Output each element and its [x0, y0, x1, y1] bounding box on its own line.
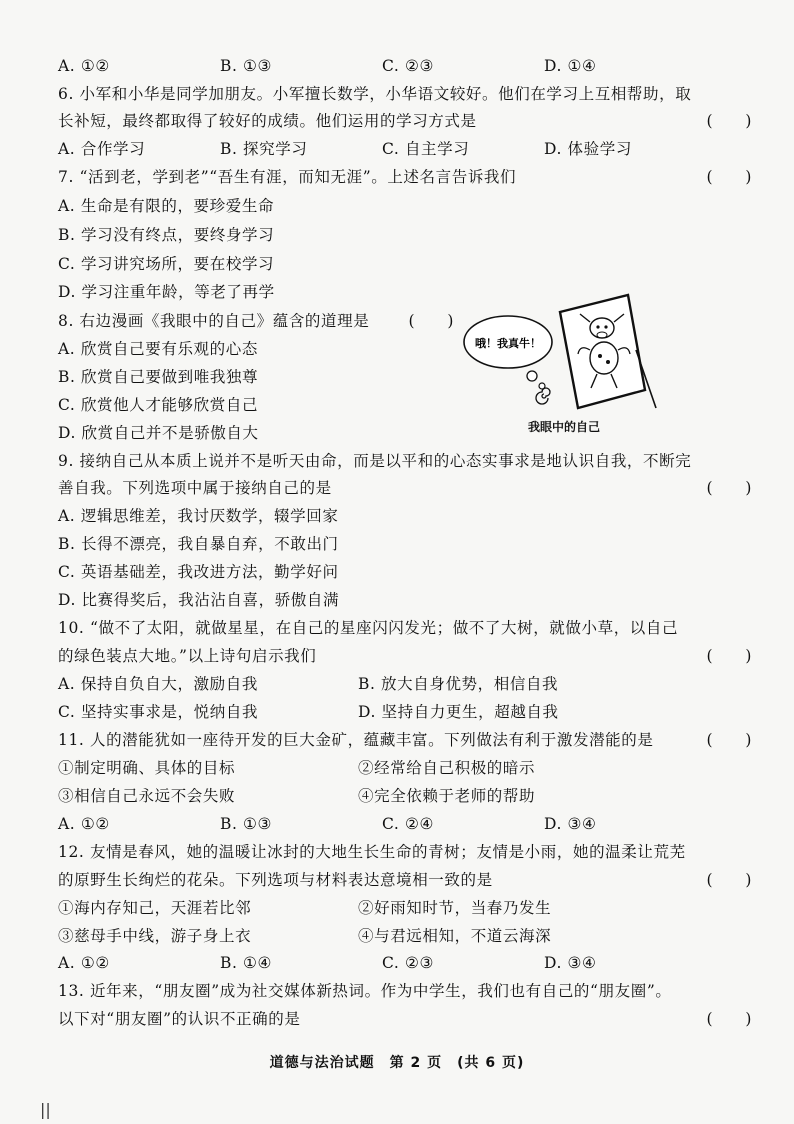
q11-option-c: C. ②④ — [382, 815, 434, 833]
q9-option-c: C. 英语基础差，我改进方法，勤学好问 — [58, 563, 339, 581]
q8-option-d: D. 欣赏自己并不是骄傲自大 — [58, 424, 259, 442]
page-footer: 道德与法治试题 第 2 页 (共 6 页) — [269, 1055, 525, 1071]
q10-options-row1 — [58, 674, 752, 694]
q12-answer-paren: ( ) — [706, 871, 752, 889]
q13-stem-line1: 13. 近年来，“朋友圈”成为社交媒体新热词。作为中学生，我们也有自己的“朋友圈”。 — [58, 982, 672, 1000]
q8-stem-line1 — [58, 311, 454, 331]
q6-option-d: D. 体验学习 — [544, 140, 632, 158]
q11-item-3: ③相信自己永远不会失败 — [58, 787, 236, 805]
q7-stem-line1 — [58, 167, 752, 187]
q9-option-d: D. 比赛得奖后，我沾沾自喜，骄傲自满 — [58, 591, 340, 609]
q11-option-d: D. ③④ — [544, 815, 597, 833]
q7-option-c: C. 学习讲究场所，要在校学习 — [58, 255, 275, 273]
q10-stem-line2 — [58, 646, 752, 666]
q9-answer-paren: ( ) — [706, 479, 752, 497]
q6-stem-text: 长补短，最终都取得了较好的成绩。他们运用的学习方式是 — [58, 112, 477, 130]
q9-stem-text: 善自我。下列选项中属于接纳自己的是 — [58, 479, 332, 497]
q6-option-c: C. 自主学习 — [382, 140, 470, 158]
q11-item-2: ②经常给自己积极的暗示 — [358, 759, 536, 777]
q10-stem-line1: 10. “做不了太阳，就做星星，在自己的星座闪闪发光；做不了大树，就做小草，以自己 — [58, 619, 679, 637]
q8-answer-paren: ( ) — [408, 312, 454, 330]
q7-option-d: D. 学习注重年龄，等老了再学 — [58, 283, 275, 301]
q13-answer-paren: ( ) — [706, 1010, 752, 1028]
q10-option-d: D. 坚持自力更生，超越自我 — [358, 703, 559, 721]
q12-item-4: ④与君远相知，不道云海深 — [358, 927, 552, 945]
q11-item-4: ④完全依赖于老师的帮助 — [358, 787, 536, 805]
q8-comic-caption: 我眼中的自己 — [528, 420, 601, 434]
q10-options-row2 — [58, 702, 752, 722]
q12-option-b: B. ①④ — [220, 954, 273, 972]
q9-stem-line1: 9. 接纳自己从本质上说并不是听天由命，而是以平和的心态实事求是地认识自我，不断完 — [58, 452, 692, 470]
q12-options — [58, 953, 752, 973]
q12-stem-text: 的原野生长绚烂的花朵。下列选项与材料表达意境相一致的是 — [58, 871, 493, 889]
q6-stem-line1: 6. 小军和小华是同学加朋友。小军擅长数学，小华语文较好。他们在学习上互相帮助，取 — [58, 85, 692, 103]
q12-stem-line1: 12. 友情是春风，她的温暖让冰封的大地生长生命的青树；友情是小雨，她的温柔让荒芜 — [58, 843, 686, 861]
q10-option-a: A. 保持自负自大，激励自我 — [58, 675, 258, 693]
q12-stem-line2 — [58, 870, 752, 890]
q10-option-b: B. 放大自身优势，相信自我 — [358, 675, 559, 693]
q9-option-b: B. 长得不漂亮，我自暴自弃，不敢出门 — [58, 535, 339, 553]
q12-items-row2 — [58, 926, 752, 946]
q6-option-a: A. 合作学习 — [58, 140, 146, 158]
q5-option-c: C. ②③ — [382, 57, 434, 75]
comic-bubble-text: 哦！我真牛！ — [475, 337, 541, 350]
q11-options — [58, 814, 752, 834]
q13-stem-line2 — [58, 1009, 752, 1029]
q8-option-b: B. 欣赏自己要做到唯我独尊 — [58, 368, 259, 386]
q10-option-c: C. 坚持实事求是，悦纳自我 — [58, 703, 259, 721]
q7-answer-paren: ( ) — [706, 168, 752, 186]
q7-option-b: B. 学习没有终点，要终身学习 — [58, 226, 275, 244]
q11-option-b: B. ①③ — [220, 815, 273, 833]
q12-item-1: ①海内存知己，天涯若比邻 — [58, 899, 252, 917]
q5-option-d: D. ①④ — [544, 57, 597, 75]
q8-stem-text: 8. 右边漫画《我眼中的自己》蕴含的道理是 — [58, 312, 370, 330]
q12-items-row1 — [58, 898, 752, 918]
q11-item-1: ①制定明确、具体的目标 — [58, 759, 236, 777]
q5-option-a: A. ①② — [58, 57, 110, 75]
q5-options — [58, 56, 752, 76]
q6-options — [58, 139, 752, 159]
q11-answer-paren: ( ) — [706, 731, 752, 749]
q12-option-a: A. ①② — [58, 954, 110, 972]
q7-option-a: A. 生命是有限的，要珍爱生命 — [58, 197, 275, 215]
q12-item-2: ②好雨知时节，当春乃发生 — [358, 899, 552, 917]
q12-option-c: C. ②③ — [382, 954, 434, 972]
q12-item-3: ③慈母手中线，游子身上衣 — [58, 927, 252, 945]
q8-option-c: C. 欣赏他人才能够欣赏自己 — [58, 396, 259, 414]
q9-stem-line2 — [58, 478, 752, 498]
q10-stem-text: 的绿色装点大地。”以上诗句启示我们 — [58, 647, 317, 665]
q5-option-b: B. ①③ — [220, 57, 273, 75]
q6-answer-paren: ( ) — [706, 112, 752, 130]
q8-option-a: A. 欣赏自己要有乐观的心态 — [58, 340, 258, 358]
q11-option-a: A. ①② — [58, 815, 110, 833]
q10-answer-paren: ( ) — [706, 647, 752, 665]
q13-stem-text: 以下对“朋友圈”的认识不正确的是 — [58, 1010, 301, 1028]
q11-items-row2 — [58, 786, 752, 806]
scan-mark: || — [40, 1100, 51, 1119]
q6-option-b: B. 探究学习 — [220, 140, 308, 158]
q11-items-row1 — [58, 758, 752, 778]
q6-stem-line2 — [58, 111, 752, 131]
q9-option-a: A. 逻辑思维差，我讨厌数学，辍学回家 — [58, 507, 339, 525]
q11-stem-text: 11. 人的潜能犹如一座待开发的巨大金矿，蕴藏丰富。下列做法有利于激发潜能的是 — [58, 731, 654, 749]
q12-option-d: D. ③④ — [544, 954, 597, 972]
q11-stem-line1 — [58, 730, 752, 750]
q7-stem-text: 7. “活到老，学到老”“吾生有涯，而知无涯”。上述名言告诉我们 — [58, 168, 517, 186]
